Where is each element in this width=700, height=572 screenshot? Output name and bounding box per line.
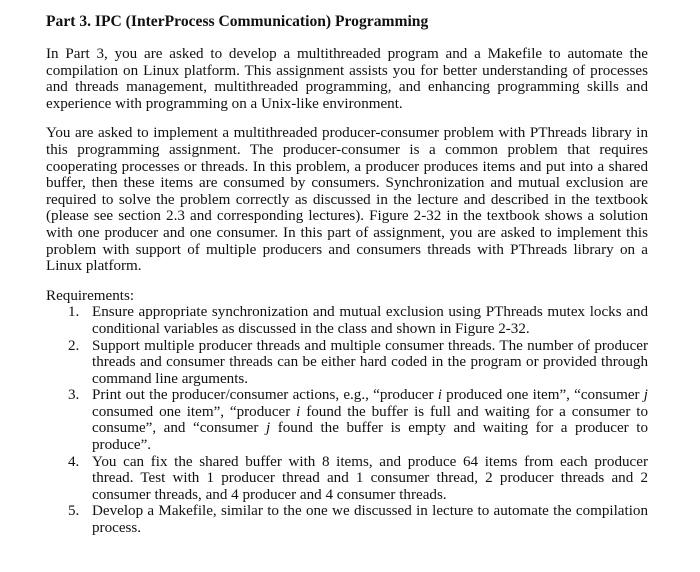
problem-description-paragraph: You are asked to implement a multithreaded producer-consumer problem with PThreads library in this programming assignment. The producer-consumer is a common problem that requires cooperating processes or threads. In this problem, a producer produces items and put into a shared buffer, then these items are consumed by consumers. Synchronization and mutual exclusion are required to solve the problem correctly as discussed in the lecture and described in the textbook (please see section 2.3 and corresponding lectures). Figure 2-32 in the textbook shows a solution with one producer and one consumer. In this part of assignment, you are asked to implement this problem with support of multiple producers and consumers threads with PThreads library on a Linux platform. (46, 125, 648, 275)
requirement-number: 1. (68, 304, 80, 321)
requirement-item-2 (46, 338, 648, 388)
requirement-text: Print out the producer/consumer actions, e.g., “producer i produced one item”, “consumer j consumed one item”, “producer i found the buffer is full and waiting for a consumer to consume”, and “consumer j found the buffer is empty and waiting for a producer to produce”. (92, 387, 648, 454)
producer-index-variable: i (296, 403, 301, 420)
requirements-list (46, 304, 648, 536)
requirement-item-1 (46, 304, 648, 337)
requirement-number: 2. (68, 337, 80, 354)
section-heading: Part 3. IPC (InterProcess Communication) Programming (46, 13, 429, 30)
document-page (46, 12, 648, 537)
requirements-title: Requirements: (46, 287, 135, 304)
requirement-text: Develop a Makefile, similar to the one we discussed in lecture to automate the compilation process. (92, 503, 648, 537)
intro-paragraph: In Part 3, you are asked to develop a multithreaded program and a Makefile to automate the compilation on Linux platform. This assignment assists you for better understanding of processes and threads management, multithreaded programming, and enhancing programming skills and experience with programming on a Unix-like environment. (46, 46, 648, 112)
requirement-item-5 (46, 503, 648, 536)
requirement-text: Ensure appropriate synchronization and mutual exclusion using PThreads mutex locks and conditional variables as discussed in the class and shown in Figure 2-32. (92, 304, 648, 337)
requirement-text: You can fix the shared buffer with 8 items, and produce 64 items from each producer thread. Test with 1 producer thread and 1 consumer thread, 2 producer threads and 2 consumer threads, and 4 producer and 4 consumer threads. (92, 453, 648, 503)
requirement-number: 5. (68, 503, 80, 520)
consumer-index-variable: j (265, 420, 271, 437)
consumer-index-variable: j (643, 387, 648, 404)
requirement-text: Support multiple producer threads and multiple consumer threads. The number of producer threads and consumer threads can be either hard coded in the program or provided through command line arguments. (92, 337, 648, 387)
producer-index-variable: i (437, 387, 442, 404)
requirement-number: 4. (68, 453, 80, 470)
requirement-number: 3. (68, 387, 80, 404)
requirement-item-3 (46, 387, 648, 453)
requirement-item-4 (46, 454, 648, 504)
